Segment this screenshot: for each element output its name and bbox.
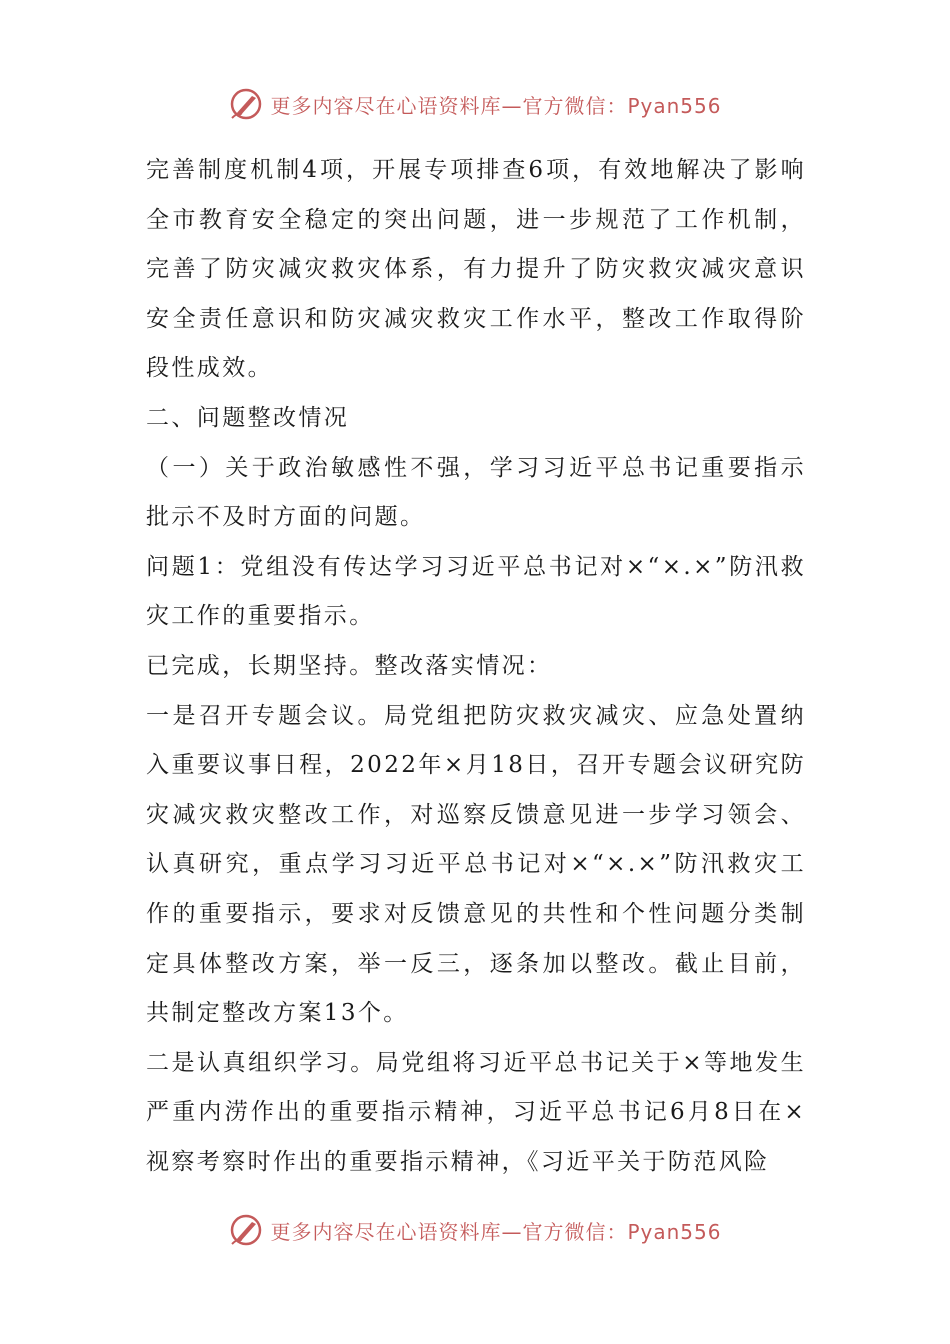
paragraph: 问题1：党组没有传达学习习近平总书记对×“×.×”防汛救灾工作的重要指示。 — [146, 553, 806, 630]
footer-banner — [0, 1210, 950, 1250]
header-banner — [0, 84, 950, 124]
header-banner-text: 更多内容尽在心语资料库—官方微信：Pyan556 — [270, 93, 722, 118]
paragraph: 一是召开专题会议。局党组把防灾救灾减灾、应急处置纳入重要议事日程，2022年×月18日，召开专题会议研究防灾减灾救灾整改工作，对巡察反馈意见进一步学习领会、认真研究，重点学习习近平总书记对×“×.×”防汛救灾工作的重要指示，要求对反馈意见的共性和个性问题分类制定具体整改方案，举一反三，逐条加以整改。截止目前，共制定整改方案13个。 — [146, 702, 806, 1027]
footer-banner-text: 更多内容尽在心语资料库—官方微信：Pyan556 — [270, 1219, 722, 1244]
document-body — [146, 146, 806, 1187]
pen-logo-icon — [228, 86, 264, 122]
subsection-heading: （一）关于政治敏感性不强，学习习近平总书记重要指示批示不及时方面的问题。 — [146, 454, 806, 531]
section-heading: 二、问题整改情况 — [146, 404, 350, 431]
paragraph: 已完成，长期坚持。整改落实情况： — [146, 652, 553, 679]
paragraph: 完善制度机制4项，开展专项排查6项，有效地解决了影响全市教育安全稳定的突出问题，进一步规范了工作机制，完善了防灾减灾救灾体系，有力提升了防灾救灾减灾意识安全责任意识和防灾减灾救灾工作水平，整改工作取得阶段性成效。 — [146, 157, 806, 382]
pen-logo-icon — [228, 1212, 264, 1248]
paragraph: 二是认真组织学习。局党组将习近平总书记关于×等地发生严重内涝作出的重要指示精神，习近平总书记6月8日在×视察考察时作出的重要指示精神，《习近平关于防范风险 — [146, 1049, 806, 1175]
